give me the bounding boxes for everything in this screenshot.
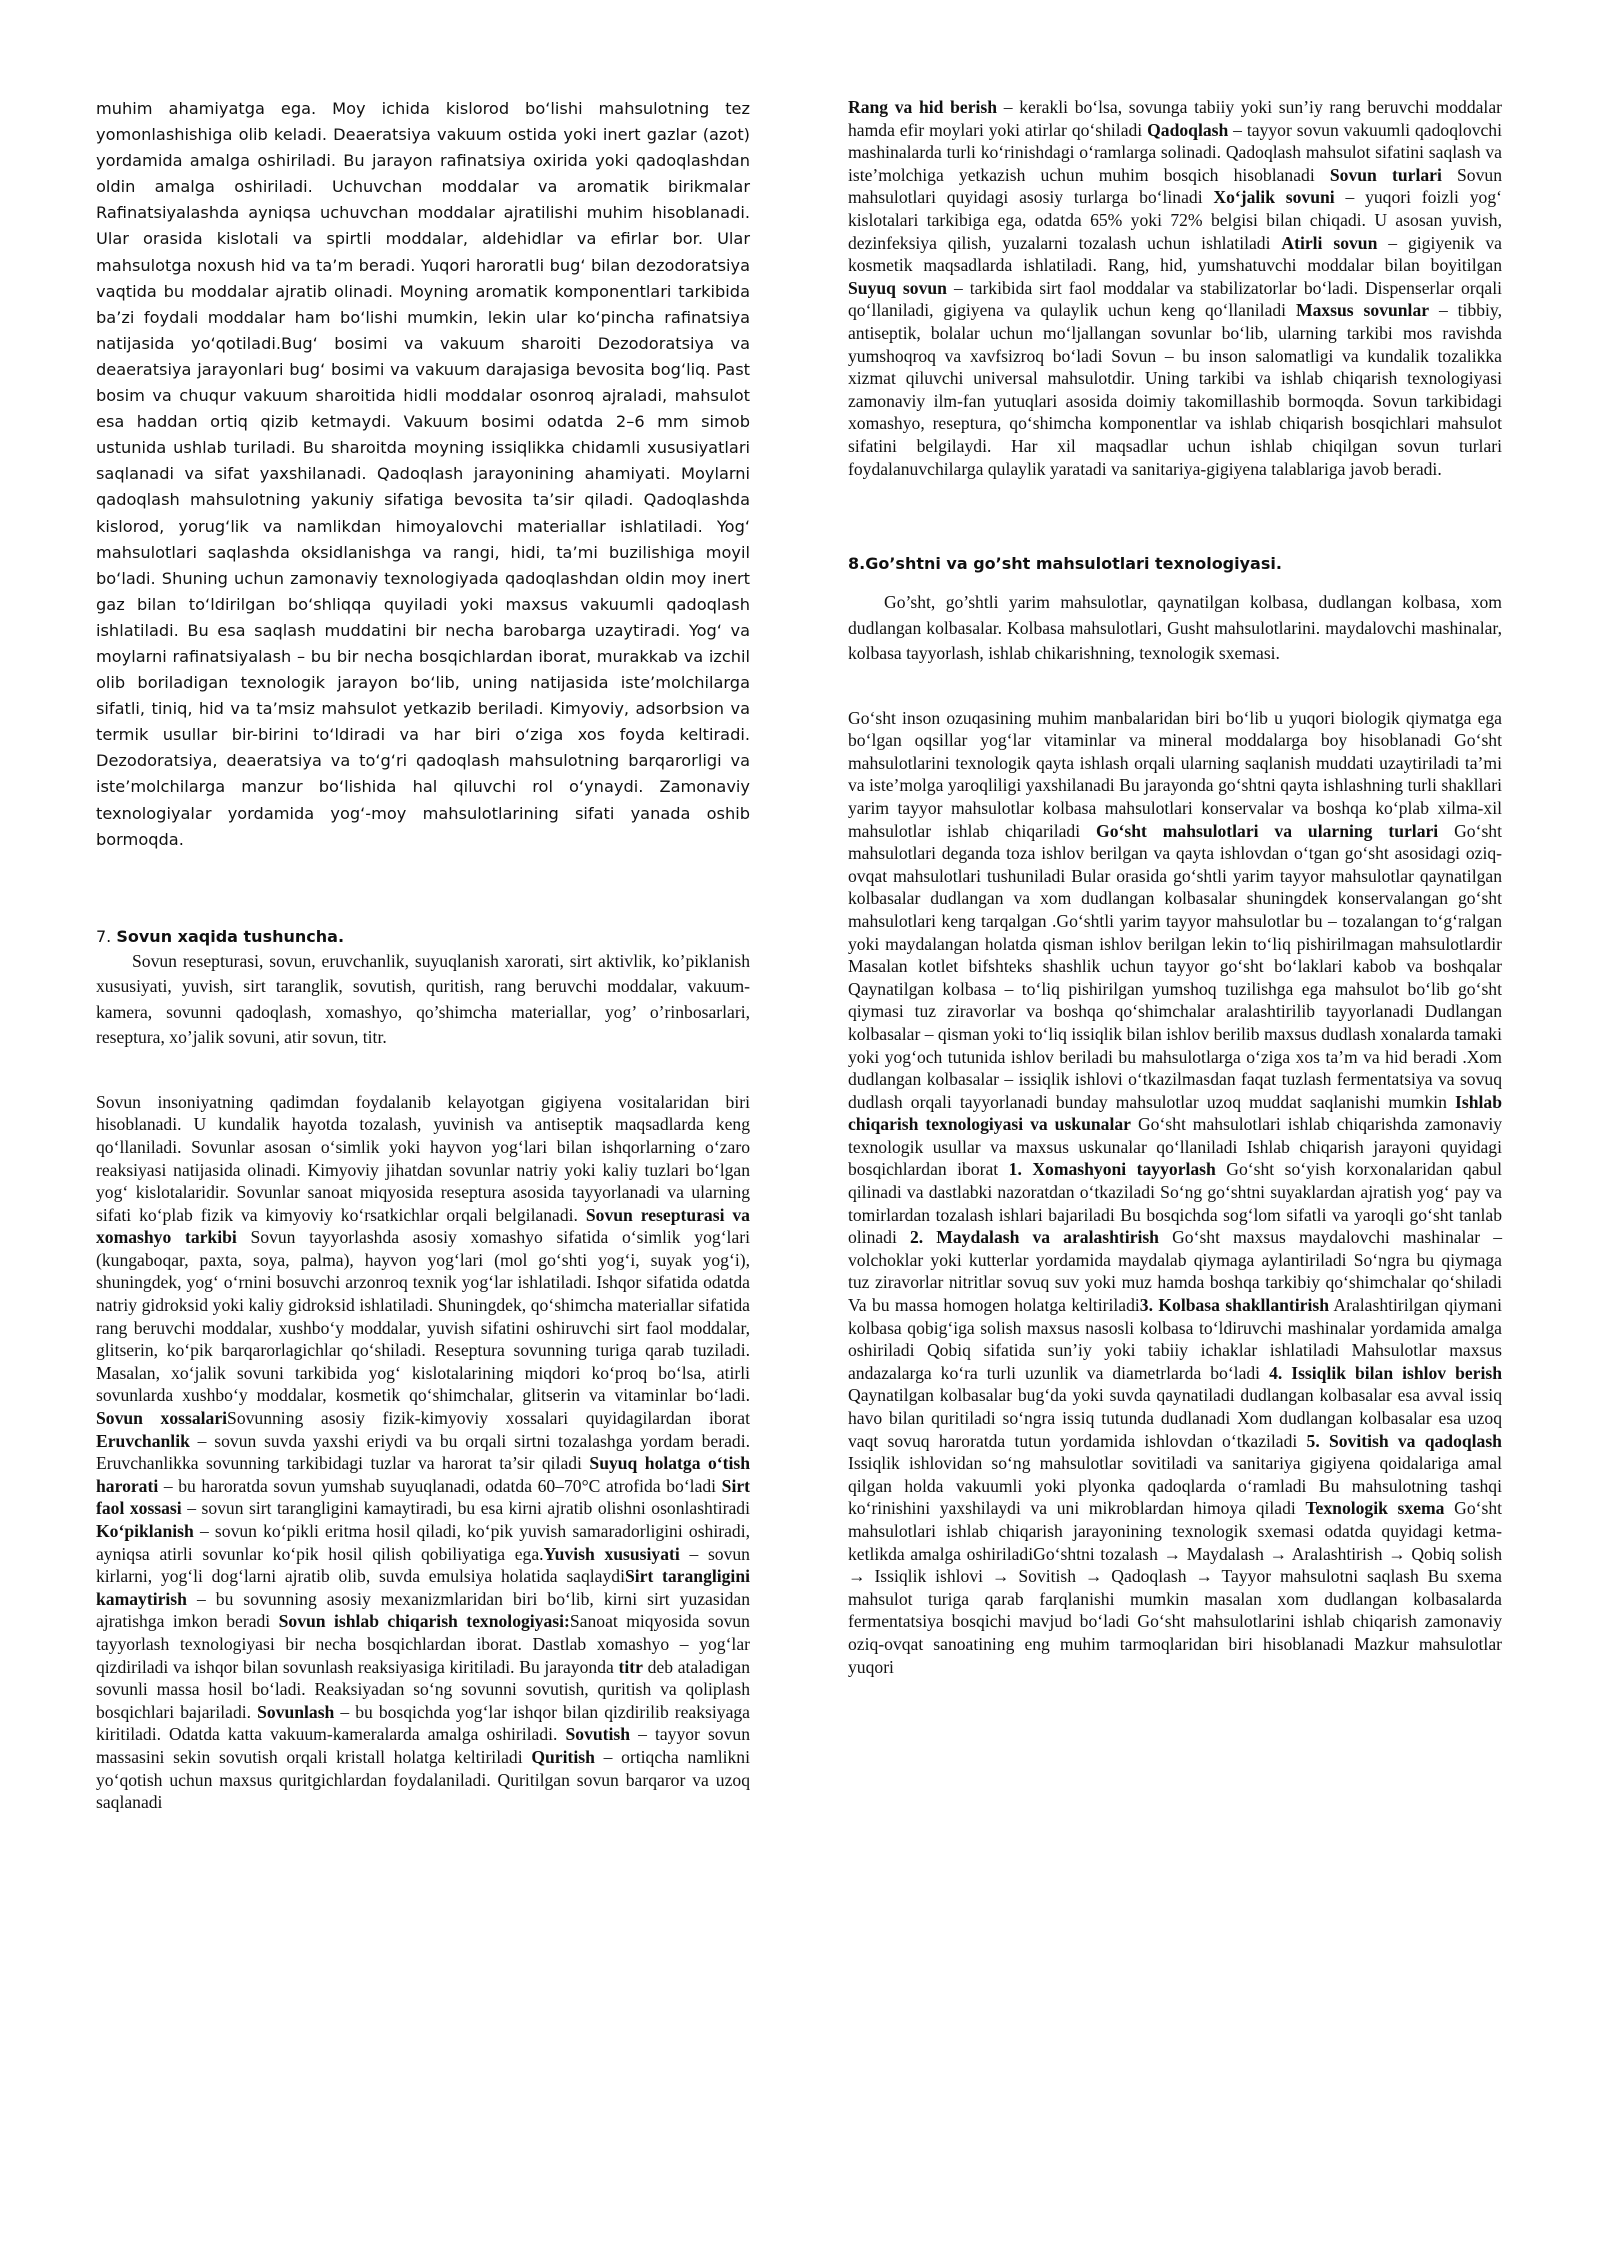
text-run: – sovun kirlarni, yog‘li dog‘larni ajratib olib, suvda emulsiya holatida saqlaydi <box>96 1543 750 1587</box>
text-run: – yuqori foizli yog‘ kislotalari tarkibiga ega, odatda 65% yoki 72% belgisi bilan chiqadi. U asosan yuvish, dezinfeksiya qilish, yuzalarni tozalash uchun ishlatiladi <box>848 187 1502 253</box>
text-run: – tarkibida sirt faol moddalar va stabilizatorlar bo‘ladi. Dispenserlar orqali qo‘llaniladi, gigiyena va qulaylik uchun keng qo‘llaniladi <box>848 277 1502 321</box>
text-run: deb ataladigan sovunli massa hosil bo‘ladi. Reaksiyadan so‘ng sovunni sovutish, quritish va qoliplash bosqichlari bajariladi. <box>96 1656 751 1722</box>
text-run: – bu bosqichda yog‘lar ishqor bilan qizdirilib reaksiyaga kiritiladi. Odatda katta vakuum-kameralarda amalga oshiriladi. <box>96 1701 750 1745</box>
spacer <box>848 667 1502 707</box>
section-7-title: Sovun xaqida tushuncha. <box>116 926 345 946</box>
bold-term: 4. Issiqlik bilan ishlov berish <box>1269 1362 1502 1383</box>
text-run: Sovun insoniyatning qadimdan foydalanib kelayotgan gigiyena vositalaridan biri hisoblanadi. U kundalik hayotda tozalash, yuvinish va antiseptik maqsadlarda keng qo‘llaniladi. Sovunlar asosan o‘simlik yoki hayvon yog‘lari bilan ishqorlarning o‘zaro reaksiyasi natijasida olinadi. Kimyoviy jihatdan sovunlar natriy yoki kaliy tuzlari bo‘lgan yog‘ kislotalaridir. Sovunlar sanoat miqyosida resepturа asosida tayyorlanadi va ularning sifati ko‘plab fizik va kimyoviy ko‘rsatkichlar orqali belgilanadi. <box>96 1091 750 1225</box>
spacer <box>848 480 1502 552</box>
text-run: – gigiyenik va kosmetik maqsadlarda ishlatiladi. Rang, hid, yumshatuvchi moddalar bilan boyitilgan <box>848 232 1502 276</box>
left-column <box>96 96 750 1814</box>
text-run: Sovun tayyorlashda asosiy xomashyo sifatida o‘simlik yog‘lari (kungaboqar, paxta, soya, palma), hayvon yog‘lari (mol go‘shti yog‘i, suyak yog‘i), shuningdek, yog‘ o‘rnini bosuvchi arzonroq texnik yog‘lar ishlatiladi. Ishqor sifatida odatda natriy gidroksid yoki kaliy gidroksid ishlatiladi. Shuningdek, qo‘shimcha materiallar sifatida rang beruvchi moddalar, xushbo‘y moddalar, yuvish sifatini oshiruvchi sirt faol moddalar, glitserin, ko‘pik barqarorlagichlar qo‘shiladi. Reseptura sovunning turiga qarab tuziladi. Masalan, xo‘jalik sovuni tarkibida yog‘ kislotalarining miqdori ko‘proq bo‘lsa, atirli sovunlarda xushbo‘y moddalar, kosmetik qo‘shimchalar, glitserin va vitaminlar bo‘ladi. <box>96 1227 750 1406</box>
fats-refining-paragraph: muhim ahamiyatga ega. Moy ichida kislorod bo‘lishi mahsulotning tez yomonlashishiga olib keladi. Deaeratsiya vakuum ostida yoki inert gazlar (azot) yordamida amalga oshiriladi. Bu jarayon rafinatsiya oxirida yoki qadoqlashdan oldin amalga oshiriladi. Uchuvchan moddalar va aromatik birikmalar Rafinatsiyalashda ayniqsa uchuvchan moddalar ajratilishi muhim hisoblanadi. Ular orasida kislotali va spirtli moddalar, aldehidlar va efirlar bor. Ular mahsulotga noxush hid va ta’m beradi. Yuqori haroratli bug‘ bilan dezodoratsiya vaqtida bu moddalar ajratib olinadi. Moyning aromatik komponentlari tarkibida ba’zi foydali moddalar ham bo‘lishi mumkin, lekin ular ko‘pincha rafinatsiya natijasida yo‘qotiladi.Bug‘ bosimi va vakuum sharoiti Dezodoratsiya va deaeratsiya jarayonlari bug‘ bosimi va vakuum darajasiga bevosita bog‘liq. Past bosim va chuqur vakuum sharoitida hidli moddalar osonroq ajraladi, mahsulot esa haddan ortiq qizib ketmaydi. Vakuum bosimi odatda 2–6 mm simob ustunida ushlab turiladi. Bu sharoitda moyning issiqlikka chidamli xususiyatlari saqlanadi va sifat yaxshilanadi. Qadoqlash jarayonining ahamiyati. Moylarni qadoqlash mahsulotning yakuniy sifatiga bevosita ta’sir qiladi. Qadoqlashda kislorod, yorug‘lik va namlikdan himoyalovchi materiallar ishlatiladi. Yog‘ mahsulotlari saqlashda oksidlanishga va rangi, hidi, ta’mi buzilishiga moyil bo‘ladi. Shuning uchun zamonaviy texnologiyada qadoqlashdan oldin moy inert gaz bilan to‘ldirilgan bo‘shliqqa quyiladi yoki maxsus vakuumli qadoqlash ishlatiladi. Bu esa saqlash muddatini bir necha barobarga uzaytiradi. Yog‘ va moylarni rafinatsiyalash – bu bir necha bosqichlardan iborat, murakkab va izchil olib boriladigan texnologik jarayon bo‘lib, uning natijasida iste’molchilarga sifatli, tiniq, hid va ta’msiz mahsulot yetkazib beriladi. Kimyoviy, adsorbsion va termik usullar bir-birini to‘ldiradi va har biri o‘ziga xos foyda keltiradi. Dezodoratsiya, deaeratsiya va to‘g‘ri qadoqlash mahsulotning barqarorligi va iste’molchilarga manzur bo‘lishida hal qiluvchi rol o‘ynaydi. Zamonaviy texnologiyalar yordamida yog‘-moy mahsulotlarining sifati yanada oshib bormoqda. <box>96 99 750 849</box>
text-run: – ortiqcha namlikni yo‘qotish uchun maxsus quritgichlardan foydalaniladi. Quritilgan sovun barqaror va uzoq saqlanadi <box>96 1746 750 1813</box>
section-8-title: 8.Go’shtni va go’sht mahsulotlari texnologiyasi. <box>848 554 1282 574</box>
text-run: – sovun suvda yaxshi eriydi va bu orqali sirtni tozalashga yordam beradi. Eruvchanlikka sovunning tarkibidagi tuzlar va harorat ta’sir qiladi <box>96 1430 750 1474</box>
spacer <box>96 1051 750 1091</box>
text-run: Aralashtirilgan qiymani kolbasa qobig‘iga solish maxsus nasosli kolbasa to‘ldiruvchi mashinalar yordamida amalga oshiriladi Qobiq sifatida sun’iy yoki tabiiy ichaklar ishlatiladi Mahsulotlar maxsus andazalarga ko‘ra turli uzunlik va diametrlarda bo‘ladi <box>848 1295 1502 1383</box>
bold-term: Sirt faol xossasi <box>96 1475 751 1519</box>
bold-term: Yuvish xususiyati <box>543 1543 680 1564</box>
bold-term: Qadoqlash <box>1147 119 1229 140</box>
meat-paragraph <box>848 707 1502 1679</box>
section-7-keywords: Sovun resepturasi, sovun, eruvchanlik, suyuqlanish xarorati, sirt aktivlik, ko’piklanish xususiyati, yuvish, sirt taranglik, sovutish, quritish, rang beruvchi moddalar, vakuum-kamera, sovunni qadoqlash, xomashyo, qo’shimcha materiallar, yog’ o’rinbosarlari, reseptura, xo’jalik sovuni, atir sovun, titr. <box>96 950 750 1048</box>
bold-term: Suyuq holatga o‘tish harorati <box>96 1453 750 1496</box>
text-run: Go‘sht mahsulotlari deganda toza ishlov berilgan va qayta ishlovdan o‘tgan go‘sht asosidagi oziq-ovqat mahsulotlari tushuniladi Bular orasida go‘shtli yarim tayyor mahsulotlar qaynatilgan kolbasalar dudlangan va xom dudlangan kolbasalar shuningdek konservalangan go‘sht mahsulotlari keng tarqalgan .Go‘shtli yarim tayyor mahsulotlar bu – tozalangan to‘g‘ralgan yoki maydalangan holatda qisman ishlov berilgan lekin to‘liq pishirilmagan mahsulotlardir Masalan kotlet bifshteks shashlik uchun tayyor go‘sht bo‘laklari kabob va boshqalar Qaynatilgan kolbasa – to‘liq pishirilgan yumshoq tuzilishga ega mahsulot bo‘lib go‘sht qiymasi tuz ziravorlar va boshqa qo‘shimchalar aralashtirilib tayyorlanadi Dudlangan kolbasalar – qisman yoki to‘liq issiqlik bilan ishlov berilib maxsus dudlash xonalarda tamaki yoki yog‘och tutunida ishlov beriladi bu mahsulotlarga o‘ziga xos ta’m va hid beradi .Xom dudlangan kolbasalar – issiqlik ishlovi o‘tkazilmasdan faqat tuzlash fermentatsiya va sovuq dudlash orqali tayyorlanadi bunday mahsulotlar uzoq muddat saqlanishi mumkin <box>848 820 1502 1112</box>
bold-term: Sovunlash <box>257 1701 335 1722</box>
section-7-number: 7. <box>96 926 112 946</box>
bold-term: Atirli sovun <box>1281 232 1378 253</box>
text-run: Sovun mahsulotlari quyidagi asosiy turlarga bo‘linadi <box>848 164 1502 208</box>
bold-term: Rang va hid berish <box>848 97 998 117</box>
text-run: – tibbiy, antiseptik, bolalar uchun mo‘ljallangan sovunlar bo‘lib, ularning tarkibi mos ravishda yumshoqroq va xavfsizroq bo‘ladi Sovun – bu inson salomatligi va kundalik tozalikka xizmat qiluvchi universal mahsulotdir. Uning tarkibi va ishlab chiqarish texnologiyasi zamonaviy ilm-fan yutuqlari asosida doimiy takomillashib bormoqda. Sovun tarkibidagi xomashyo, reseptura, qo‘shimcha komponentlar va ishlab chiqarish bosqichlari mahsulot sifatini belgilaydi. Har xil maqsadlar uchun ishlab chiqilgan sovun turlari foydalanuvchilarga qulaylik yaratadi va sanitariya-gigiyena talablariga javob beradi. <box>848 300 1502 479</box>
spacer <box>848 576 1502 590</box>
bold-term: Quritish <box>531 1746 595 1767</box>
bold-term: Sovun ishlab chiqarish texnologiyasi: <box>278 1611 570 1632</box>
bold-term: Sovun turlari <box>1329 164 1442 185</box>
right-column <box>848 96 1502 1678</box>
bold-term: 5. Sovitish va qadoqlash <box>1306 1430 1502 1451</box>
bold-term: Ishlab chiqarish texnologiyasi va uskunalar <box>848 1091 1502 1135</box>
text-run: Qaynatilgan kolbasalar bug‘da yoki suvda qaynatiladi dudlangan kolbasalar esa avval issiq havo bilan quritiladi so‘ngra issiq tutunda dudlanadi Xom dudlangan kolbasalar esa uzoq vaqt sovuq haroratda tutun yordamida ishlovdan o‘tkaziladi <box>848 1385 1502 1451</box>
text-run: Sanoat miqyosida sovun tayyorlash texnologiyasi bir necha bosqichlardan iborat. Dastlab xomashyo – yog‘lar qizdiriladi va ishqor bilan sovunlash reaksiyasiga kiritiladi. Bu jarayonda <box>96 1611 750 1677</box>
bold-term: titr <box>618 1656 643 1677</box>
section-7-heading <box>96 925 750 949</box>
text-run: – bu haroratda sovun yumshab suyuqlanadi, odatda 60–70°C atrofida bo‘ladi <box>163 1475 717 1496</box>
bold-term: Maxsus sovunlar <box>1295 300 1430 321</box>
bold-term: 1. Xomashyoni tayyorlash <box>1008 1159 1216 1180</box>
bold-term: Go‘sht mahsulotlari va ularning turlari <box>1096 820 1439 841</box>
bold-term: Sovun resepturasi va xomashyo tarkibi <box>96 1204 750 1248</box>
text-run: Go‘sht maxsus maydalovchi mashinalar – volchoklar yoki kutterlar yordamida maydalab qiymaga aylantiriladi So‘ngra bu qiymaga tuz ziravorlar nitritlar sovuq suv yoki muz hamda boshqa tarkibiy qo‘shimchalar qo‘shiladi Va bu massa homogen holatga keltiriladi <box>848 1227 1503 1316</box>
text-run: Go‘sht inson ozuqasining muhim manbalaridan biri bo‘lib u yuqori biologik qiymatga ega bo‘lgan oqsillar yog‘lar vitaminlar va mineral moddalarga boy hisoblanadi Go‘sht mahsulotlarini texnologik qayta ishlash orqali ularning saqlanish muddati uzaytiriladi ta’mi va iste’molga yaroqliligi yaxshilanadi Bu jarayonda go‘shtni qayta ishlashning turli shakllari yarim tayyor mahsulotlar kolbasa mahsulotlari konservalar va boshqa ko‘plab xilma-xil mahsulotlar ishlab chiqariladi <box>848 707 1502 841</box>
bold-term: Texnologik sxema <box>1305 1498 1445 1519</box>
bold-term: Ko‘piklanish <box>96 1521 194 1541</box>
spacer <box>96 853 750 925</box>
text-run: Go‘sht mahsulotlari ishlab chiqarishda zamonaviy texnologik usullar va maxsus uskunalar qo‘llaniladi Ishlab chiqarish jarayoni quyidagi bosqichlardan iborat <box>848 1114 1503 1180</box>
text-run: Sovunning asosiy fizik-kimyoviy xossalari quyidagilardan iborat <box>227 1408 750 1429</box>
bold-term: Sirt tarangligini kamaytirish <box>96 1566 750 1609</box>
bold-term: Suyuq sovun <box>848 277 947 298</box>
text-run: – sovun ko‘pikli eritma hosil qiladi, ko‘pik yuvish samaradorligini oshiradi, ayniqsa atirli sovunlar ko‘pik hosil qilish qobiliyatiga ega. <box>96 1521 750 1564</box>
section-8-heading <box>848 552 1502 576</box>
text-run: Go‘sht mahsulotlari ishlab chiqarish jarayonining texnologik sxemasi odatda quyidagi ketma-ketlikda amalga oshiriladiGo‘shtni tozalash → Maydalash → Aralashtirish → Qobiq solish → Issiqlik ishlovi → Sovitish → Qadoqlash → Tayyor mahsulotni saqlash Bu sxema mahsulot turiga qarab farqlanishi mumkin masalan xom dudlangan kolbasalarda fermentatsiya bosqichi mavjud bo‘ladi Go‘sht mahsulotlarini ishlab chiqarish zamonaviy oziq-ovqat sanoatining eng muhim tarmoqlaridan biri hisoblanadi Mazkur mahsulotlar yuqori <box>848 1498 1503 1677</box>
text-run: – tayyor sovun vakuumli qadoqlovchi mashinalarda turli ko‘rinishdagi o‘ramlarga solinadi. Qadoqlash mahsulot sifatini saqlash va iste’molchiga yetkazish uchun muhim bosqich hisoblanadi <box>848 119 1502 185</box>
soap-paragraph <box>96 1091 750 1814</box>
text-run: – bu sovunning asosiy mexanizmlaridan biri bo‘lib, kirni sirt yuzasidan ajratishga imkon beradi <box>96 1588 750 1632</box>
bold-term: Sovun xossalari <box>96 1408 228 1429</box>
bold-term: Xo‘jalik sovuni <box>1213 187 1335 208</box>
soap-continued-paragraph <box>848 96 1502 480</box>
section-8-keywords: Go’sht, go’shtli yarim mahsulotlar, qaynatilgan kolbasa, dudlangan kolbasa, xom dudlangan kolbasalar. Kolbasa mahsulotlari, Gusht mahsulotlarini. maydalovchi mashinalar, kolbasa tayyorlash, ishlab chikarishning, texnologik sxemasi. <box>848 592 1502 664</box>
bold-term: Eruvchanlik <box>96 1430 190 1451</box>
text-run: Go‘sht so‘yish korxonalaridan qabul qilinadi va dastlabki nazoratdan o‘tkaziladi So‘ng go‘shtni suyaklardan ajratish yog‘ pay va tomirlardan tozalash ishlari bajariladi Bu bosqichda sog‘lom sifatli va yaroqli go‘sht tanlab olinadi <box>848 1159 1502 1248</box>
bold-term: 2. Maydalash va aralashtirish <box>909 1227 1159 1248</box>
text-run: – tayyor sovun massasini sekin sovutish orqali kristall holatga keltiriladi <box>96 1724 750 1767</box>
text-run: – sovun sirt tarangligini kamaytiradi, bu esa kirni ajratib olishni osonlashtiradi <box>187 1498 750 1519</box>
bold-term: Sovutish <box>565 1724 631 1745</box>
bold-term: 3. Kolbasa shakllantirish <box>1139 1295 1329 1316</box>
text-run: – kerakli bo‘lsa, sovunga tabiiy yoki sun’iy rang beruvchi moddalar hamda efir moylari yoki atirlar qo‘shiladi <box>848 97 1502 140</box>
text-run: Issiqlik ishlovidan so‘ng mahsulotlar sovitiladi va sanitariya gigiyena qoidalariga amal qilgan holda vakuumli yoki plyonka qadoqlarda o‘ramladi Bu mahsulotning tashqi ko‘rinishini yaxshilaydi va uni mikroblardan himoya qiladi <box>848 1453 1502 1519</box>
